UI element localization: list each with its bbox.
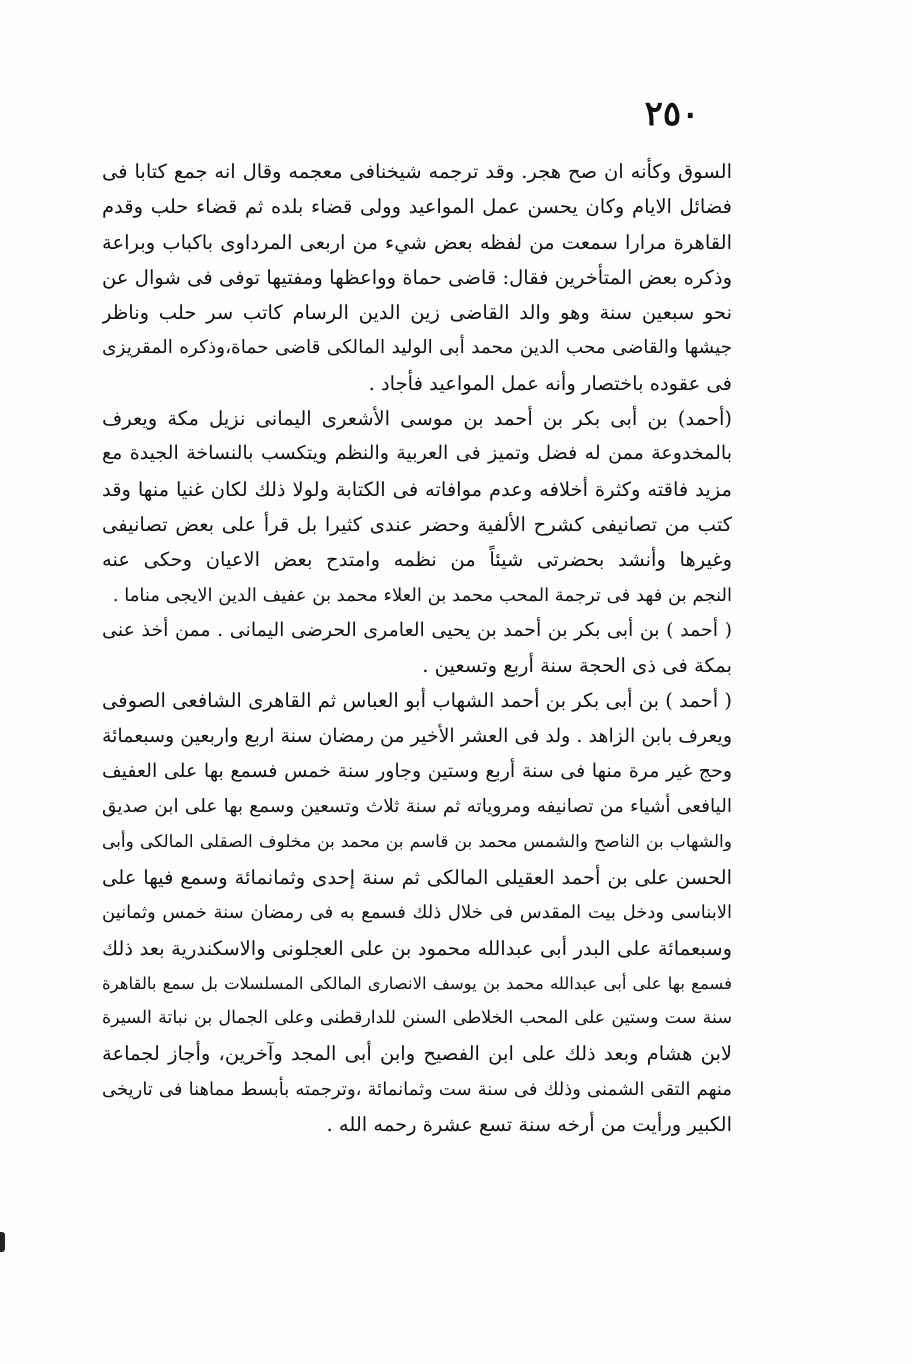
text-line: اليافعى أشياء من تصانيفه ومروياته ثم سنة ثلاث وتسعين وسمع بها على ابن صديق: [102, 796, 732, 818]
text-line: الابناسى ودخل بيت المقدس فى خلال ذلك فسمع به فى رمضان سنة خمس وثمانين: [102, 902, 732, 924]
text-line: وغيرها وأنشد بحضرتى شيئاً من نظمه وامتدح بعض الاعيان وحكى عنه: [102, 548, 732, 572]
text-line: (أحمد) بن أبى بكر بن أحمد بن موسى الأشعرى اليمانى نزيل مكة ويعرف: [102, 407, 732, 431]
text-line: الكبير ورأيت من أرخه سنة تسع عشرة رحمه الله .: [326, 1113, 732, 1137]
paragraph-entry: [102, 683, 732, 1142]
text-line: فسمع بها على أبى عبدالله محمد بن يوسف الانصارى المالكى المسلسلات بل سمع بالقاهرة: [102, 973, 732, 993]
text-line: مزيد فاقته وكثرة أخلافه وعدم موافاته فى الكتابة ولولا ذلك لكان غنيا منها وقد: [102, 477, 732, 501]
text-line: وذكره بعض المتأخرين فقال: قاضى حماة وواعظها ومفتيها توفى فى شوال عن: [102, 265, 732, 289]
text-line: جيشها والقاضى محب الدين محمد أبى الوليد المالكى قاضى حماة،وذكره المقريزى: [102, 337, 732, 359]
page-text: [102, 154, 732, 1142]
text-line: والشهاب بن الناصح والشمس محمد بن قاسم بن محمد بن مخلوف الصقلى المالكى وأبى: [102, 831, 732, 852]
text-line: ( أحمد ) بن أبى بكر بن أحمد الشهاب أبو العباس ثم القاهرى الشافعى الصوفى: [102, 689, 732, 713]
text-line: فضائل الايام وكان يحسن عمل المواعيد وولى قضاء بلده ثم قضاء حلب وقدم: [102, 195, 732, 219]
text-line: الحسن على بن أحمد العقيلى المالكى ثم سنة إحدى وثمانمائة وسمع فيها على: [102, 865, 732, 889]
text-line: ( أحمد ) بن أبى بكر بن أحمد بن يحيى العامرى الحرضى اليمانى . ممن أخذ عنى: [102, 618, 732, 641]
text-line: بالمخدوعة ممن له فضل وتميز فى العربية والنظم ويتكسب بالنساخة الجيدة مع: [102, 442, 732, 465]
text-line: منهم التقى الشمنى وذلك فى سنة ست وثمانمائة ،وترجمته بأبسط مماهنا فى تاريخى: [102, 1078, 732, 1100]
text-line: وسبعمائة على البدر أبى عبدالله محمود بن على العجلونى والاسكندرية بعد ذلك: [102, 936, 732, 960]
page-number: ٢٥٠: [644, 94, 700, 134]
text-line: سنة ست وستين على المحب الخلاطى السنن للدارقطنى وعلى الجمال بن نباتة السيرة: [102, 1008, 732, 1029]
text-line: كتب من تصانيفى كشرح الألفية وحضر عندى كثيرا بل قرأ على بعض تصانيفى: [102, 512, 732, 536]
paragraph-entry: [102, 401, 732, 613]
text-line: فى عقوده باختصار وأنه عمل المواعيد فأجاد .: [368, 371, 732, 395]
text-line: نحو سبعين سنة وهو والد القاضى زين الدين الرسام كاتب سر حلب وناظر: [102, 301, 732, 325]
text-line: السوق وكأنه ان صح هجر. وقد ترجمه شيخنافى معجمه وقال انه جمع كتابا فى: [102, 160, 732, 183]
text-line: لابن هشام وبعد ذلك على ابن الفصيح وابن أبى المجد وآخرين، وأجاز لجماعة: [102, 1042, 732, 1066]
paragraph-entry: [102, 613, 732, 684]
scan-edge-mark: [0, 1232, 5, 1252]
text-line: بمكة فى ذى الحجة سنة أربع وتسعين .: [422, 654, 732, 678]
text-line: ويعرف بابن الزاهد . ولد فى العشر الأخير من رمضان سنة اربع واربعين وسبعمائة: [102, 724, 732, 747]
text-line: القاهرة مرارا سمعت من لفظه بعض شيء من اربعى المرداوى باكباب وبراعة: [102, 230, 732, 254]
text-line: النجم بن فهد فى ترجمة المحب محمد بن العلاء محمد بن عفيف الدين الايجى مناما .: [112, 584, 732, 606]
paragraph-continuation: [102, 154, 732, 401]
text-line: وحج غير مرة منها فى سنة أربع وستين وجاور سنة خمس فسمع بها على العفيف: [102, 760, 732, 783]
